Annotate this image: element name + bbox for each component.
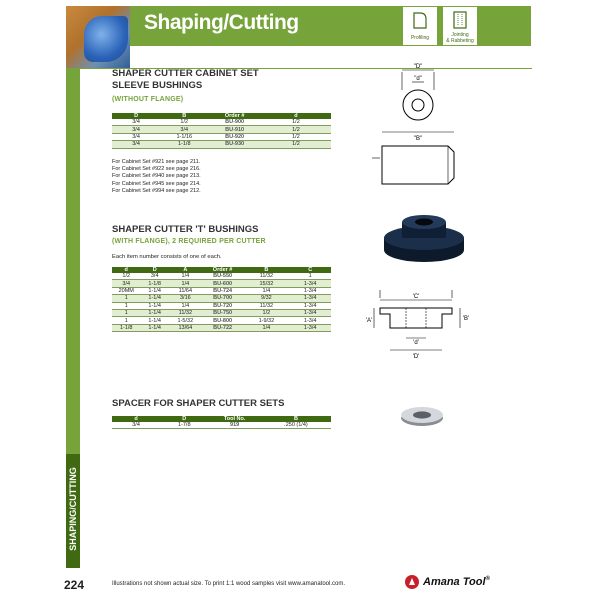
tab-jointing-rabbeting[interactable] [442, 6, 478, 46]
dim-label-B: 'B' [462, 316, 470, 322]
tab-profiling-label: Profiling [410, 35, 430, 41]
table-cell: 3/4 [112, 119, 160, 126]
section2-title: SHAPER CUTTER 'T' BUSHINGS [112, 224, 259, 235]
table-row [112, 309, 331, 316]
table-cell: 3/16 [169, 295, 202, 302]
table-row [112, 317, 331, 324]
table-cell: 3/4 [112, 133, 160, 140]
table-row [112, 141, 331, 148]
col-header: d [261, 113, 331, 119]
section3-title: SPACER FOR SHAPER CUTTER SETS [112, 398, 285, 409]
table-cell: 1-3/4 [289, 309, 331, 316]
table-cell: 11/32 [169, 309, 202, 316]
table-cell: 1-3/4 [289, 287, 331, 294]
note-line: For Cabinet Set #994 see page 212. [112, 187, 201, 194]
note-line: For Cabinet Set #921 see page 211. [112, 159, 201, 165]
table-row [112, 295, 331, 302]
tab-profiling[interactable] [402, 6, 438, 46]
dim-label-D: "D" [413, 64, 423, 70]
table-row [112, 119, 331, 126]
table-cell: 1-3/4 [289, 302, 331, 309]
footer-note: Illustrations not shown actual size. To print 1:1 wood samples visit www.amanatool.com. [112, 581, 345, 587]
table-cell: BU-550 [202, 273, 244, 280]
table-cell: BU-700 [202, 295, 244, 302]
table-cell: 919 [208, 422, 261, 429]
table-row [112, 280, 331, 287]
table-cell: 1-1/8 [140, 280, 168, 287]
table-cell: 1/2 [261, 133, 331, 140]
sleeve-bushing-diagram [372, 60, 472, 190]
table-cell: 11/32 [243, 273, 289, 280]
table-row [112, 422, 331, 429]
col-header: d [112, 267, 140, 273]
col-header: A [169, 267, 202, 273]
table-cell: 3/4 [112, 141, 160, 148]
sleeve-bushings-table [112, 113, 331, 149]
table-cell: 1-5/32 [169, 317, 202, 324]
col-header: Order # [202, 267, 244, 273]
brand-name: Amana Tool® [423, 576, 490, 588]
col-header: D [160, 416, 208, 422]
page-title: Shaping/Cutting [144, 11, 299, 34]
table-cell: 1/4 [243, 287, 289, 294]
section2-note: Each item number consists of one of each. [112, 254, 222, 260]
cabinet-set-notes [112, 159, 201, 195]
note-line: For Cabinet Set #940 see page 213. [112, 173, 201, 180]
shaper-cutter-photo [66, 6, 130, 68]
table-cell: 1/2 [243, 309, 289, 316]
table-cell: 1-3/4 [289, 280, 331, 287]
section1-title-line2: SLEEVE BUSHINGS [112, 80, 203, 91]
table-cell: 1/2 [261, 119, 331, 126]
table-cell: 11/64 [169, 287, 202, 294]
dim-label-d: 'd' [413, 340, 419, 346]
table-cell: 1-3/4 [289, 317, 331, 324]
dim-label-D: 'D' [412, 354, 420, 360]
sidebar-label-text: SHAPING/CUTTING [68, 467, 78, 551]
amana-tool-logo [405, 575, 515, 591]
table-cell: 1-1/16 [160, 133, 208, 140]
table-cell: 1-3/4 [289, 295, 331, 302]
table-cell: 1/4 [243, 324, 289, 331]
t-bushings-table [112, 267, 331, 332]
table-cell: BU-930 [208, 141, 261, 148]
table-cell: BU-720 [202, 302, 244, 309]
table-cell: .250 (1/4) [261, 422, 331, 429]
page-number: 224 [64, 578, 85, 592]
table-cell: 1 [112, 317, 140, 324]
table-cell: 1-1/4 [140, 317, 168, 324]
table-cell: 1 [289, 273, 331, 280]
table-cell: 1-1/4 [140, 324, 168, 331]
table-cell: 1/2 [261, 141, 331, 148]
t-bushing-diagram [362, 284, 472, 364]
col-header: B [160, 113, 208, 119]
note-line: For Cabinet Set #922 see page 216. [112, 166, 201, 173]
table-cell: 1-1/4 [140, 309, 168, 316]
col-header: B [261, 416, 331, 422]
dim-label-d: "d" [414, 76, 422, 82]
section1-title-line1: SHAPER CUTTER CABINET SET [112, 68, 259, 79]
table-cell: 1-1/8 [160, 141, 208, 148]
table-cell: 15/32 [243, 280, 289, 287]
table-cell: 1/2 [112, 273, 140, 280]
col-header: d [112, 416, 160, 422]
table-cell: 3/4 [112, 422, 160, 429]
table-cell: BU-910 [208, 126, 261, 133]
table-cell: 1 [112, 295, 140, 302]
table-cell: 1-1/4 [140, 295, 168, 302]
dim-label-B: "B" [413, 136, 423, 142]
table-cell: 1-1/4 [140, 287, 168, 294]
table-cell: 3/4 [112, 126, 160, 133]
table-row [112, 324, 331, 331]
profiling-icon [411, 10, 429, 30]
table-cell: 3/4 [160, 126, 208, 133]
table-cell: 3/4 [140, 273, 168, 280]
table-row [112, 287, 331, 294]
table-cell: 1-1/4 [140, 302, 168, 309]
table-cell: 1/2 [261, 126, 331, 133]
table-cell: 1/4 [169, 273, 202, 280]
col-header: Tool No. [208, 416, 261, 422]
section2-subtitle: (WITH FLANGE), 2 REQUIRED PER CUTTER [112, 238, 266, 245]
table-cell: 3/4 [112, 280, 140, 287]
t-bushing-photo [382, 212, 466, 264]
table-cell: BU-724 [202, 287, 244, 294]
amana-logo-icon [405, 575, 419, 589]
col-header: Order # [208, 113, 261, 119]
tab-jointing-label-2: & Rabbeting [446, 38, 474, 44]
col-header: D [112, 113, 160, 119]
col-header: D [140, 267, 168, 273]
table-cell: 1/4 [169, 302, 202, 309]
table-cell: 11/32 [243, 302, 289, 309]
table-cell: 1-7/8 [160, 422, 208, 429]
table-cell: 1/4 [169, 280, 202, 287]
table-cell: 20MM [112, 287, 140, 294]
table-cell: BU-800 [202, 317, 244, 324]
section1-subtitle: (WITHOUT FLANGE) [112, 96, 184, 103]
table-cell: 9/32 [243, 295, 289, 302]
table-cell: BU-722 [202, 324, 244, 331]
note-line: For Cabinet Set #945 see page 214. [112, 180, 201, 187]
table-cell: BU-920 [208, 133, 261, 140]
dim-label-A: 'A' [365, 318, 373, 324]
spacer-table [112, 416, 331, 429]
table-cell: 1-3/4 [289, 324, 331, 331]
table-cell: 1 [112, 302, 140, 309]
table-cell: 1/2 [160, 119, 208, 126]
table-cell: BU-750 [202, 309, 244, 316]
spacer-photo [398, 404, 446, 428]
table-row [112, 302, 331, 309]
table-cell: 13/64 [169, 324, 202, 331]
table-cell: BU-900 [208, 119, 261, 126]
table-row [112, 273, 331, 280]
jointing-icon [451, 10, 469, 30]
sidebar-section-label [66, 454, 80, 568]
col-header: C [289, 267, 331, 273]
dim-label-C: 'C' [412, 294, 420, 300]
table-cell: 1-9/32 [243, 317, 289, 324]
table-cell: 1-1/8 [112, 324, 140, 331]
table-row [112, 133, 331, 140]
table-row [112, 126, 331, 133]
tab-jointing-label-1: Jointing [451, 32, 469, 38]
table-cell: 1 [112, 309, 140, 316]
table-cell: BU-600 [202, 280, 244, 287]
col-header: B [243, 267, 289, 273]
